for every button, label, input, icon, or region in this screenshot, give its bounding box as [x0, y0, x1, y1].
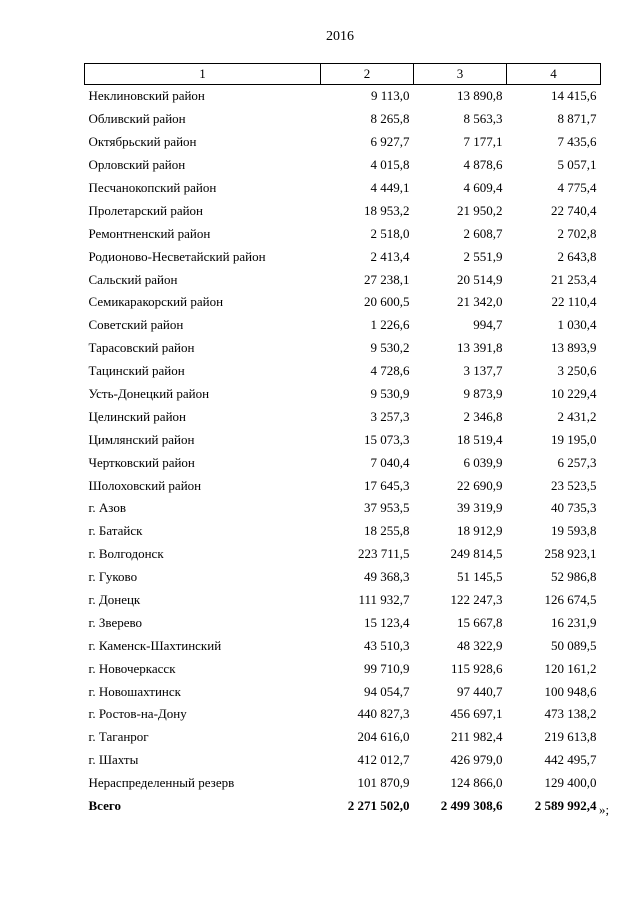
- value-cell-col2: 440 827,3: [357, 706, 410, 722]
- table-row: [85, 589, 601, 612]
- value-cell-col2: 4 728,6: [370, 363, 410, 379]
- value-cell-col4: 23 523,5: [551, 477, 597, 493]
- value-cell-col2: 18 953,2: [364, 202, 410, 218]
- value-cell-col2: 2 271 502,0: [347, 798, 410, 814]
- district-name-cell: г. Новочеркасск: [88, 660, 176, 676]
- district-name-cell: Неклиновский район: [88, 88, 205, 104]
- value-cell-col2: 18 255,8: [364, 523, 410, 539]
- value-cell-col4: 473 138,2: [544, 706, 597, 722]
- district-name-cell: Сальский район: [88, 271, 178, 287]
- budget-distribution-table: [84, 63, 601, 818]
- table-row: [85, 657, 601, 680]
- table-row: [85, 291, 601, 314]
- table-row: [85, 314, 601, 337]
- value-cell-col2: 3 257,3: [370, 408, 410, 424]
- value-cell-col3: 9 873,9: [463, 386, 503, 402]
- table-row: [85, 749, 601, 772]
- value-cell-col2: 94 054,7: [364, 683, 410, 699]
- value-cell-col3: 39 319,9: [457, 500, 503, 516]
- district-name-cell: Октябрьский район: [88, 134, 197, 150]
- table-row: [85, 451, 601, 474]
- value-cell-col4: 19 195,0: [551, 431, 597, 447]
- table-row: [85, 360, 601, 383]
- value-cell-col2: 1 226,6: [370, 317, 410, 333]
- value-cell-col4: 3 250,6: [557, 363, 597, 379]
- table-row: [85, 474, 601, 497]
- district-name-cell: г. Каменск-Шахтинский: [88, 637, 222, 653]
- value-cell-col3: 22 690,9: [457, 477, 503, 493]
- closing-quote-mark: »;: [599, 802, 610, 817]
- district-name-cell: Всего: [88, 798, 121, 814]
- district-name-cell: г. Шахты: [88, 752, 139, 768]
- value-cell-col2: 2 413,4: [370, 248, 410, 264]
- value-cell-col4: 52 986,8: [551, 569, 597, 585]
- table-row: [85, 497, 601, 520]
- value-cell-col3: 15 667,8: [457, 614, 503, 630]
- district-name-cell: Ремонтненский район: [88, 225, 211, 241]
- page-number: 2016: [326, 29, 354, 44]
- value-cell-col3: 4 878,6: [463, 157, 503, 173]
- value-cell-col3: 48 322,9: [457, 637, 503, 653]
- district-name-cell: Чертковский район: [88, 454, 195, 470]
- value-cell-col4: 7 435,6: [557, 134, 597, 150]
- value-cell-col2: 37 953,5: [364, 500, 410, 516]
- value-cell-col2: 4 449,1: [370, 180, 410, 195]
- district-name-cell: г. Батайск: [88, 523, 143, 539]
- table-header-row: [85, 64, 601, 85]
- value-cell-col2: 99 710,9: [364, 660, 410, 676]
- value-cell-col3: 6 039,9: [463, 454, 503, 470]
- value-cell-col4: 2 431,2: [557, 408, 597, 424]
- value-cell-col2: 20 600,5: [364, 294, 410, 310]
- value-cell-col4: 120 161,2: [544, 660, 597, 676]
- value-cell-col3: 7 177,1: [463, 134, 503, 150]
- value-cell-col2: 412 012,7: [357, 752, 410, 768]
- value-cell-col2: 8 265,8: [370, 111, 410, 127]
- value-cell-col4: 22 110,4: [551, 294, 597, 310]
- table-row: [85, 566, 601, 589]
- district-name-cell: Цимлянский район: [88, 431, 195, 447]
- value-cell-col4: 21 253,4: [551, 271, 597, 287]
- value-cell-col3: 97 440,7: [457, 683, 503, 699]
- value-cell-col4: 13 893,9: [551, 340, 597, 356]
- value-cell-col3: 21 950,2: [457, 202, 503, 218]
- value-cell-col3: 2 346,8: [463, 408, 503, 424]
- value-cell-col3: 4 609,4: [463, 180, 503, 195]
- table-row: [85, 703, 601, 726]
- value-cell-col4: 1 030,4: [557, 317, 597, 333]
- value-cell-col3: 456 697,1: [450, 706, 503, 722]
- value-cell-col3: 2 551,9: [463, 248, 503, 264]
- value-cell-col4: 8 871,7: [557, 111, 597, 127]
- district-name-cell: Тацинский район: [88, 363, 185, 379]
- value-cell-col3: 426 979,0: [450, 752, 503, 768]
- value-cell-col4: 126 674,5: [544, 592, 597, 608]
- district-name-cell: Нераспределенный резерв: [88, 775, 235, 791]
- value-cell-col3: 18 912,9: [457, 523, 503, 539]
- value-cell-col3: 115 928,6: [450, 660, 503, 676]
- district-name-cell: г. Ростов-на-Дону: [88, 706, 187, 722]
- table-row: [85, 726, 601, 749]
- value-cell-col3: 249 814,5: [450, 546, 503, 562]
- value-cell-col3: 13 890,8: [457, 88, 503, 104]
- table-row: [85, 222, 601, 245]
- district-name-cell: Песчанокопский район: [88, 180, 217, 195]
- value-cell-col4: 22 740,4: [551, 202, 597, 218]
- column-header-3: 3: [414, 64, 507, 85]
- value-cell-col3: 13 391,8: [457, 340, 503, 356]
- value-cell-col3: 994,7: [473, 317, 503, 333]
- district-name-cell: Орловский район: [88, 157, 186, 173]
- value-cell-col3: 21 342,0: [457, 294, 503, 310]
- district-name-cell: г. Азов: [88, 500, 126, 516]
- district-name-cell: Пролетарский район: [88, 202, 204, 218]
- value-cell-col4: 16 231,9: [551, 614, 597, 630]
- value-cell-col4: 258 923,1: [544, 546, 597, 562]
- column-header-4: 4: [507, 64, 601, 85]
- value-cell-col2: 2 518,0: [370, 225, 410, 241]
- value-cell-col4: 100 948,6: [544, 683, 597, 699]
- table-row: [85, 611, 601, 634]
- district-name-cell: г. Донецк: [88, 592, 141, 608]
- column-header-2: 2: [321, 64, 414, 85]
- value-cell-col2: 49 368,3: [364, 569, 410, 585]
- value-cell-col3: 8 563,3: [463, 111, 503, 127]
- district-name-cell: г. Волгодонск: [88, 546, 164, 562]
- table-row: [85, 383, 601, 406]
- table-row: [85, 337, 601, 360]
- district-name-cell: Целинский район: [88, 408, 186, 424]
- value-cell-col2: 6 927,7: [370, 134, 410, 150]
- value-cell-col4: 14 415,6: [551, 88, 597, 104]
- value-cell-col2: 111 932,7: [358, 592, 410, 608]
- table-row: [85, 428, 601, 451]
- value-cell-col2: 15 123,4: [364, 614, 410, 630]
- value-cell-col2: 223 711,5: [357, 546, 410, 562]
- district-name-cell: Семикаракорский район: [88, 294, 224, 310]
- district-name-cell: г. Зверево: [88, 614, 143, 630]
- table-row: [85, 245, 601, 268]
- value-cell-col3: 211 982,4: [450, 729, 503, 745]
- value-cell-col4: 2 589 992,4: [534, 798, 597, 814]
- table-row: [85, 85, 601, 108]
- value-cell-col2: 15 073,3: [364, 431, 410, 447]
- table-row: [85, 680, 601, 703]
- value-cell-col3: 124 866,0: [450, 775, 503, 791]
- value-cell-col2: 101 870,9: [357, 775, 410, 791]
- value-cell-col3: 2 499 308,6: [440, 798, 503, 814]
- value-cell-col2: 27 238,1: [364, 271, 410, 287]
- table-row: [85, 199, 601, 222]
- district-name-cell: г. Таганрог: [88, 729, 149, 745]
- table-row: [85, 154, 601, 177]
- district-name-cell: Обливский район: [88, 111, 186, 127]
- value-cell-col2: 17 645,3: [364, 477, 410, 493]
- value-cell-col3: 51 145,5: [457, 569, 503, 585]
- value-cell-col3: 122 247,3: [450, 592, 503, 608]
- value-cell-col2: 9 530,2: [370, 340, 410, 356]
- district-name-cell: Родионово-Несветайский район: [88, 248, 266, 264]
- table-row: [85, 131, 601, 154]
- column-header-1: 1: [85, 64, 321, 85]
- value-cell-col4: 2 643,8: [557, 248, 597, 264]
- value-cell-col2: 7 040,4: [370, 454, 410, 470]
- value-cell-col4: 219 613,8: [544, 729, 597, 745]
- value-cell-col3: 20 514,9: [457, 271, 503, 287]
- table-row: [85, 634, 601, 657]
- table-row: [85, 543, 601, 566]
- table-row: [85, 772, 601, 795]
- value-cell-col2: 204 616,0: [357, 729, 410, 745]
- value-cell-col4: 40 735,3: [551, 500, 597, 516]
- value-cell-col4: 2 702,8: [557, 225, 597, 241]
- value-cell-col2: 43 510,3: [364, 637, 410, 653]
- value-cell-col2: 4 015,8: [370, 157, 410, 173]
- value-cell-col4: 129 400,0: [544, 775, 597, 791]
- value-cell-col2: 9 530,9: [370, 386, 410, 402]
- value-cell-col4: 19 593,8: [551, 523, 597, 539]
- district-name-cell: Шолоховский район: [88, 477, 202, 493]
- district-name-cell: Тарасовский район: [88, 340, 195, 356]
- table-body: [85, 85, 601, 818]
- value-cell-col4: 5 057,1: [557, 157, 597, 173]
- table-row: [85, 177, 601, 200]
- value-cell-col3: 2 608,7: [463, 225, 503, 241]
- table-total-row: [85, 795, 601, 818]
- value-cell-col4: 50 089,5: [551, 637, 597, 653]
- value-cell-col4: 10 229,4: [551, 386, 597, 402]
- value-cell-col3: 18 519,4: [457, 431, 503, 447]
- table-row: [85, 268, 601, 291]
- district-name-cell: г. Новошахтинск: [88, 683, 181, 699]
- district-name-cell: Советский район: [88, 317, 184, 333]
- table-row: [85, 405, 601, 428]
- district-name-cell: Усть-Донецкий район: [88, 386, 210, 402]
- value-cell-col4: 4 775,4: [557, 180, 597, 195]
- value-cell-col2: 9 113,0: [370, 88, 410, 104]
- value-cell-col4: 6 257,3: [557, 454, 597, 470]
- table-row: [85, 520, 601, 543]
- district-name-cell: г. Гуково: [88, 569, 138, 585]
- value-cell-col3: 3 137,7: [463, 363, 503, 379]
- value-cell-col4: 442 495,7: [544, 752, 597, 768]
- table-row: [85, 108, 601, 131]
